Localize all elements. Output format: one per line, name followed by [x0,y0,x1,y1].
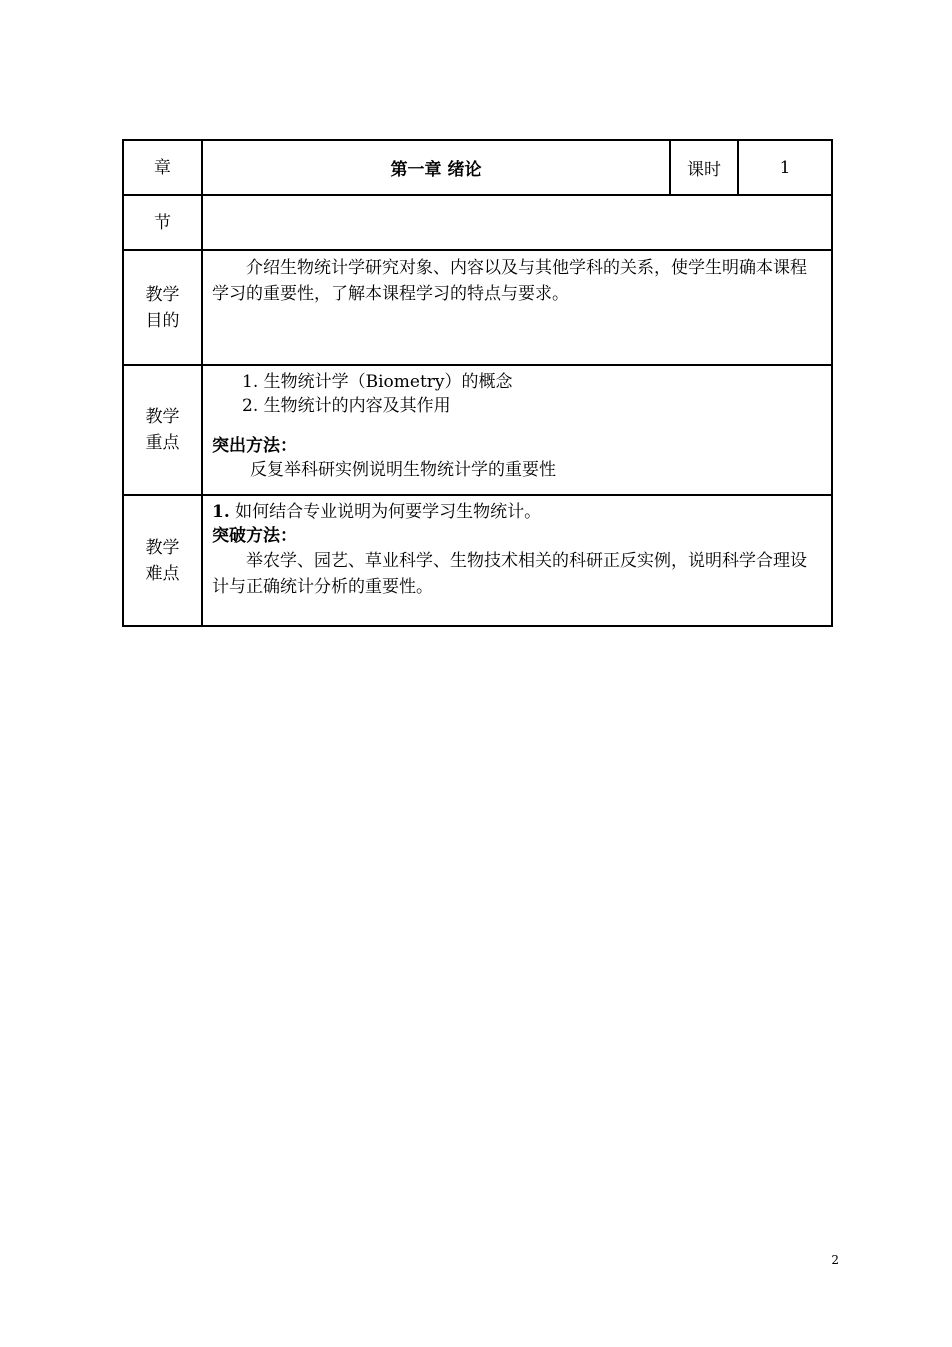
section-row [123,195,832,250]
difficulty-number: 1. [212,502,230,522]
key-points-row [123,365,832,495]
difficulties-row [123,495,832,626]
difficulties-content [202,495,832,626]
difficulty-text: 如何结合专业说明为何要学习生物统计。 [235,502,542,522]
chapter-row [123,140,832,195]
key-points-label-cell [123,365,202,495]
key-method-text: 反复举科研实例说明生物统计学的重要性 [250,460,556,480]
difficulty-method-text: 举农学、园艺、草业科学、生物技术相关的科研正反实例，说明科学合理设计与正确统计分析的重要性。 [212,551,807,597]
hours-value: 1 [738,140,832,195]
hours-label: 课时 [670,140,738,195]
chapter-label: 章 [123,140,202,195]
section-value [202,195,832,250]
lesson-plan-table [122,139,833,627]
key-method-label: 突出方法： [212,436,297,456]
goals-row [123,250,832,365]
key-point-item: 2. 生物统计的内容及其作用 [242,396,451,416]
difficulties-label: 教学难点 [145,537,180,584]
difficulty-item [212,500,823,524]
key-points-content [202,365,832,495]
key-points-label: 教学重点 [145,407,180,453]
goals-label: 教学目的 [145,284,180,331]
goals-text: 介绍生物统计学研究对象、内容以及与其他学科的关系，使学生明确本课程学习的重要性，了解本课程学习的特点与要求。 [212,258,807,304]
page-number: 2 [831,1253,839,1267]
difficulties-label-cell [123,495,202,626]
goals-content [202,250,832,365]
key-point-item: 1. 生物统计学（Biometry）的概念 [242,372,513,392]
section-label: 节 [123,195,202,250]
goals-label-cell [123,250,202,365]
difficulty-method-label: 突破方法： [212,526,297,546]
chapter-title: 第一章 绪论 [202,140,670,195]
